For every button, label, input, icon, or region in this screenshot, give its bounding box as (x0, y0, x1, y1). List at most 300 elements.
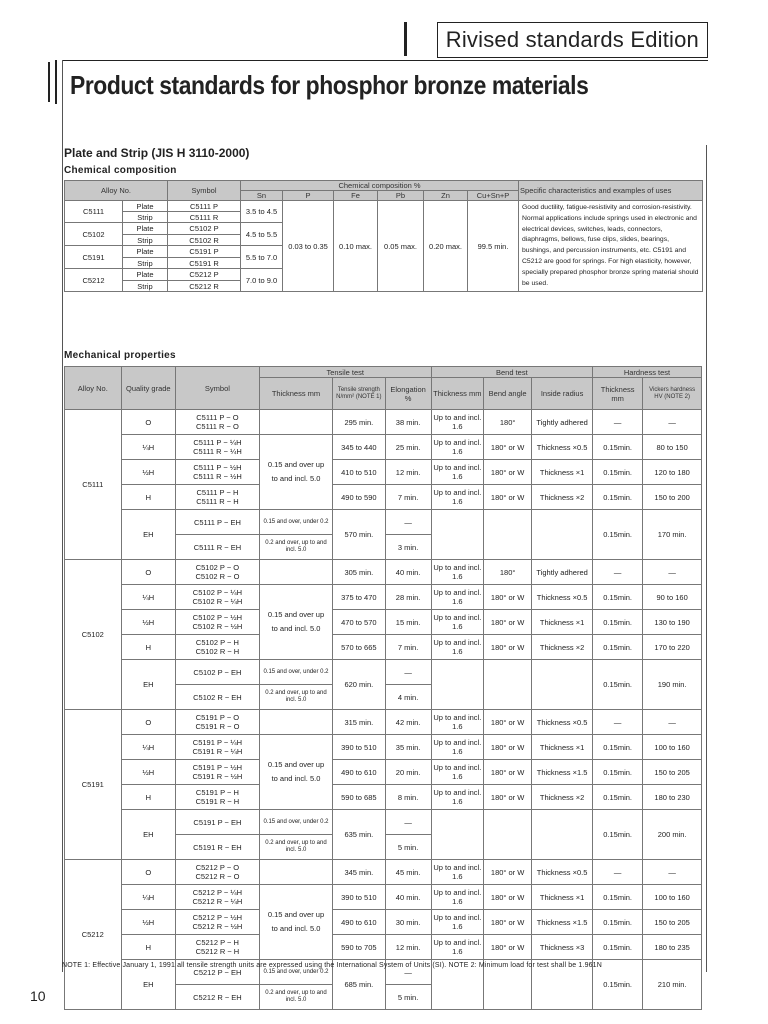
mech-row (65, 610, 702, 635)
mech-elongation: 12 min. (385, 935, 431, 960)
mech-hard-thickness: 0.15min. (592, 635, 642, 660)
mech-symbol (176, 935, 260, 960)
mech-inside-radius: Thickness ×2 (532, 785, 593, 810)
mech-row (65, 635, 702, 660)
mech-hard-thickness: 0.15min. (592, 610, 642, 635)
mech-header-thickness: Thickness mm (259, 378, 332, 410)
chem-uses: Good ductility, fatigue-resistivity and corrosion-resistivity. Normal applications include springs used in electronic and electrical devices, switches, leads, connectors, diaphragms, bellows, fuse clips, slides, bearings, bushings, and percussion instruments, etc. C5191 and C5212 are good for springs. For high elasticity, however, specially prepared phosphor bronze spring material should be used. (519, 201, 703, 292)
mech-symbol (176, 460, 260, 485)
mech-hard-thickness: — (592, 860, 642, 885)
chem-sn: 5.5 to 7.0 (241, 246, 283, 269)
mech-inside-radius: Thickness ×0.5 (532, 710, 593, 735)
mech-hard-thickness: 0.15min. (592, 935, 642, 960)
mech-bend-angle (484, 810, 532, 860)
mech-tensile-strength: 390 to 510 (333, 735, 385, 760)
mech-hard-thickness: 0.15min. (592, 960, 642, 1010)
mech-symbol-r: C5212 R − H (195, 947, 240, 956)
mech-symbol-p: C5102 P − H (195, 638, 239, 647)
mech-symbol-r: C5191 R − O (195, 722, 240, 731)
mech-quality: O (121, 560, 175, 585)
mech-symbol-p: C5191 P − H (195, 788, 239, 797)
mech-symbol: C5191 P − EH (176, 810, 260, 835)
mech-bend-thickness (431, 660, 483, 710)
mech-row (65, 485, 702, 510)
mech-bend-thickness: Up to and incl. 1.6 (431, 435, 483, 460)
mech-symbol-p: C5111 P − ½H (193, 463, 242, 472)
mech-bend-thickness: Up to and incl. 1.6 (431, 610, 483, 635)
mech-row (65, 785, 702, 810)
mech-vickers: 210 min. (643, 960, 702, 1010)
mech-bend-angle: 180° or W (484, 585, 532, 610)
chemical-composition-table (64, 180, 703, 292)
mech-elongation: — (385, 810, 431, 835)
mech-tensile-strength: 390 to 510 (333, 885, 385, 910)
mech-elongation: 3 min. (385, 535, 431, 560)
mech-quality: O (121, 410, 175, 435)
chem-symbol: C5111 P (168, 201, 241, 212)
mech-eh-thickness: 0.15 and over, under 0.2 (259, 810, 332, 835)
chem-symbol: C5212 P (168, 269, 241, 281)
chem-sn: 3.5 to 4.5 (241, 201, 283, 223)
mech-vickers: 100 to 160 (643, 885, 702, 910)
mech-elongation: 30 min. (385, 910, 431, 935)
mech-hard-thickness: 0.15min. (592, 735, 642, 760)
mech-hard-thickness: — (592, 560, 642, 585)
mech-tensile-strength: 570 min. (333, 510, 385, 560)
mech-bend-thickness (431, 510, 483, 560)
mech-quality: ½H (121, 760, 175, 785)
chem-row (65, 201, 703, 212)
mech-symbol-r: C5111 R − H (196, 497, 239, 506)
mech-elongation: — (385, 960, 431, 985)
mech-bend-angle: 180° (484, 560, 532, 585)
mech-hard-thickness: 0.15min. (592, 785, 642, 810)
mech-bend-thickness: Up to and incl. 1.6 (431, 635, 483, 660)
mech-header-tensile: Tensile test (259, 367, 431, 378)
mech-vickers: 150 to 205 (643, 760, 702, 785)
mech-header-inside-radius: Inside radius (532, 378, 593, 410)
mech-symbol-r: C5102 R − O (195, 572, 240, 581)
mech-blank-thickness (259, 710, 332, 735)
mech-row (65, 760, 702, 785)
mech-header-vickers: Vickers hardness HV (NOTE 2) (643, 378, 702, 410)
mech-bend-angle: 180° (484, 410, 532, 435)
mech-symbol-p: C5191 P − O (195, 713, 240, 722)
chem-symbol: C5191 P (168, 246, 241, 258)
mech-inside-radius: Thickness ×1 (532, 460, 593, 485)
mech-elongation: — (385, 510, 431, 535)
chem-alloy: C5191 (65, 246, 123, 269)
mech-tensile-strength: 685 min. (333, 960, 385, 1010)
mech-symbol-r: C5102 R − H (195, 647, 240, 656)
mech-bend-angle (484, 510, 532, 560)
mech-bend-angle: 180° or W (484, 485, 532, 510)
mech-tensile-strength: 490 to 590 (333, 485, 385, 510)
mech-elongation: 40 min. (385, 560, 431, 585)
mech-symbol (176, 485, 260, 510)
chem-symbol: C5191 R (168, 258, 241, 269)
mech-header-alloy: Alloy No. (65, 367, 122, 410)
mech-bend-thickness: Up to and incl. 1.6 (431, 885, 483, 910)
mech-title: Mechanical properties (64, 350, 176, 361)
mech-tensile-strength: 345 min. (333, 860, 385, 885)
mech-row (65, 860, 702, 885)
mech-symbol: C5102 P − EH (176, 660, 260, 685)
chem-p: 0.03 to 0.35 (283, 201, 334, 292)
page-number: 10 (30, 988, 46, 1004)
mech-hard-thickness: 0.15min. (592, 460, 642, 485)
mech-elongation: 40 min. (385, 885, 431, 910)
mech-quality: ½H (121, 610, 175, 635)
chem-alloy: C5212 (65, 269, 123, 292)
mech-vickers: 190 min. (643, 660, 702, 710)
mech-symbol (176, 910, 260, 935)
edition-bar (404, 22, 407, 56)
mech-elongation: 8 min. (385, 785, 431, 810)
mech-tensile-strength: 590 to 705 (333, 935, 385, 960)
mech-elongation: 5 min. (385, 985, 431, 1010)
mech-bend-thickness: Up to and incl. 1.6 (431, 735, 483, 760)
mech-symbol-p: C5212 P − ¼H (192, 888, 243, 897)
mech-symbol-p: C5102 P − ½H (192, 613, 243, 622)
mech-alloy: C5111 (65, 410, 122, 560)
chem-header-sn: Sn (241, 191, 283, 201)
mech-symbol-r: C5212 R − ½H (192, 922, 243, 931)
frame-left (62, 60, 63, 972)
mech-row-eh (65, 660, 702, 685)
mech-inside-radius: Thickness ×1.5 (532, 760, 593, 785)
mech-alloy: C5102 (65, 560, 122, 710)
chem-title: Chemical composition (64, 165, 177, 176)
mech-bend-thickness: Up to and incl. 1.6 (431, 935, 483, 960)
mech-symbol (176, 785, 260, 810)
mech-bend-angle: 180° or W (484, 710, 532, 735)
mech-tensile-strength: 590 to 685 (333, 785, 385, 810)
mech-symbol (176, 585, 260, 610)
mech-eh-thickness: 0.2 and over, up to and incl. 5.0 (259, 835, 332, 860)
chem-symbol: C5102 P (168, 223, 241, 235)
mech-symbol-p: C5111 P − ¼H (193, 438, 242, 447)
mech-symbol-p: C5212 P − O (195, 863, 240, 872)
mech-symbol-r: C5191 R − ¼H (192, 747, 243, 756)
mech-symbol (176, 560, 260, 585)
mech-header-bend: Bend test (431, 367, 592, 378)
mech-bend-thickness: Up to and incl. 1.6 (431, 860, 483, 885)
chem-form: Strip (123, 212, 168, 223)
mech-inside-radius: Tightly adhered (532, 410, 593, 435)
mech-thickness-range: 0.15 and over up to and incl. 5.0 (259, 585, 332, 660)
mech-bend-angle (484, 660, 532, 710)
mech-header-symbol: Symbol (176, 367, 260, 410)
mech-elongation: 45 min. (385, 860, 431, 885)
mech-inside-radius: Thickness ×1 (532, 610, 593, 635)
chem-form: Plate (123, 223, 168, 235)
mech-header-bend-angle: Bend angle (484, 378, 532, 410)
mech-hard-thickness: 0.15min. (592, 485, 642, 510)
page-title: Product standards for phosphor bronze materials (70, 70, 589, 100)
mech-bend-thickness: Up to and incl. 1.6 (431, 585, 483, 610)
mech-vickers: — (643, 560, 702, 585)
mech-bend-angle: 180° or W (484, 935, 532, 960)
mech-quality: H (121, 485, 175, 510)
mech-bend-angle: 180° or W (484, 460, 532, 485)
mech-inside-radius: Thickness ×1 (532, 735, 593, 760)
mech-vickers: — (643, 710, 702, 735)
mech-elongation: 7 min. (385, 485, 431, 510)
mech-elongation: 38 min. (385, 410, 431, 435)
chem-zn: 0.20 max. (424, 201, 468, 292)
mech-elongation: 5 min. (385, 835, 431, 860)
chem-header-symbol: Symbol (168, 181, 241, 201)
mech-symbol: C5212 P − EH (176, 960, 260, 985)
mech-hard-thickness: 0.15min. (592, 660, 642, 710)
mech-symbol (176, 410, 260, 435)
mech-tensile-strength: 470 to 570 (333, 610, 385, 635)
mech-thickness-range: 0.15 and over up to and incl. 5.0 (259, 885, 332, 960)
mech-hard-thickness: 0.15min. (592, 910, 642, 935)
mech-quality: ¼H (121, 435, 175, 460)
chem-sum: 99.5 min. (468, 201, 519, 292)
mech-blank-thickness (259, 410, 332, 435)
mech-eh-thickness: 0.2 and over, up to and incl. 5.0 (259, 535, 332, 560)
mech-header-bend-thickness: Thickness mm (431, 378, 483, 410)
mech-thickness-range: 0.15 and over up to and incl. 5.0 (259, 735, 332, 810)
title-bar-2 (55, 60, 57, 104)
mech-inside-radius: Thickness ×1 (532, 885, 593, 910)
edition-label: Rivised standards Edition (437, 22, 708, 58)
mech-tensile-strength: 315 min. (333, 710, 385, 735)
mech-hard-thickness: 0.15min. (592, 885, 642, 910)
mech-row (65, 585, 702, 610)
chem-header-sum: Cu+Sn+P (468, 191, 519, 201)
mech-elongation: 12 min. (385, 460, 431, 485)
mech-hard-thickness: 0.15min. (592, 760, 642, 785)
mech-elongation: 4 min. (385, 685, 431, 710)
mech-symbol (176, 885, 260, 910)
mech-bend-thickness: Up to and incl. 1.6 (431, 485, 483, 510)
mech-inside-radius: Thickness ×0.5 (532, 585, 593, 610)
mech-tensile-strength: 345 to 440 (333, 435, 385, 460)
mech-vickers: — (643, 860, 702, 885)
mech-row (65, 560, 702, 585)
mech-inside-radius: Thickness ×1.5 (532, 910, 593, 935)
chem-form: Strip (123, 235, 168, 246)
mech-symbol-p: C5102 P − O (195, 563, 240, 572)
mech-row (65, 435, 702, 460)
mech-vickers: 180 to 235 (643, 935, 702, 960)
mech-alloy: C5191 (65, 710, 122, 860)
chem-form: Strip (123, 281, 168, 292)
mech-symbol-r: C5111 R − ½H (193, 472, 242, 481)
mech-row-eh (65, 510, 702, 535)
section-title: Plate and Strip (JIS H 3110-2000) (64, 146, 250, 160)
chem-header-pb: Pb (378, 191, 424, 201)
mechanical-properties-table (64, 366, 702, 1010)
mech-eh-thickness: 0.2 and over, up to and incl. 5.0 (259, 985, 332, 1010)
mech-bend-angle: 180° or W (484, 760, 532, 785)
mech-symbol (176, 435, 260, 460)
mech-tensile-strength: 490 to 610 (333, 760, 385, 785)
mech-vickers: 80 to 150 (643, 435, 702, 460)
chem-form: Strip (123, 258, 168, 269)
mech-thickness-range: 0.15 and over up to and incl. 5.0 (259, 435, 332, 510)
mech-tensile-strength: 295 min. (333, 410, 385, 435)
mech-row (65, 910, 702, 935)
mech-row (65, 410, 702, 435)
mech-header-hardness: Hardness test (592, 367, 701, 378)
mech-quality: H (121, 635, 175, 660)
mech-symbol-p: C5191 P − ½H (192, 763, 243, 772)
title-bar-1 (48, 62, 50, 102)
mech-blank-thickness (259, 560, 332, 585)
chem-symbol: C5212 R (168, 281, 241, 292)
mech-vickers: 90 to 160 (643, 585, 702, 610)
mech-vickers: 100 to 160 (643, 735, 702, 760)
mech-hard-thickness: 0.15min. (592, 810, 642, 860)
mech-symbol-r: C5111 R − O (195, 422, 239, 431)
mech-bend-angle: 180° or W (484, 610, 532, 635)
mech-tensile-strength: 410 to 510 (333, 460, 385, 485)
mech-elongation: 35 min. (385, 735, 431, 760)
mech-inside-radius: Thickness ×3 (532, 935, 593, 960)
mech-vickers: 150 to 205 (643, 910, 702, 935)
mech-hard-thickness: 0.15min. (592, 585, 642, 610)
chem-header-alloy: Alloy No. (65, 181, 168, 201)
mech-quality: ¼H (121, 585, 175, 610)
mech-symbol-r: C5102 R − ½H (192, 622, 243, 631)
mech-elongation: 25 min. (385, 435, 431, 460)
mech-vickers: 130 to 190 (643, 610, 702, 635)
mech-symbol (176, 635, 260, 660)
mech-blank-thickness (259, 860, 332, 885)
mech-bend-angle: 180° or W (484, 860, 532, 885)
chem-alloy: C5111 (65, 201, 123, 223)
mech-eh-thickness: 0.15 and over, under 0.2 (259, 510, 332, 535)
mech-eh-thickness: 0.15 and over, under 0.2 (259, 660, 332, 685)
mech-row (65, 460, 702, 485)
title-rule (62, 60, 708, 61)
mech-tensile-strength: 570 to 665 (333, 635, 385, 660)
mech-hard-thickness: — (592, 410, 642, 435)
mech-inside-radius: Tightly adhered (532, 560, 593, 585)
mech-alloy: C5212 (65, 860, 122, 1010)
mech-inside-radius (532, 660, 593, 710)
mech-symbol-r: C5102 R − ¼H (192, 597, 243, 606)
chem-sn: 7.0 to 9.0 (241, 269, 283, 292)
chem-header-fe: Fe (334, 191, 378, 201)
mech-hard-thickness: 0.15min. (592, 435, 642, 460)
chem-header-uses: Specific characteristics and examples of uses (519, 181, 703, 201)
mech-bend-thickness (431, 810, 483, 860)
mech-symbol-r: C5191 R − H (195, 797, 240, 806)
mech-bend-thickness: Up to and incl. 1.6 (431, 710, 483, 735)
mech-eh-thickness: 0.2 and over, up to and incl. 5.0 (259, 685, 332, 710)
mech-symbol-p: C5212 P − ½H (192, 913, 243, 922)
mech-row (65, 885, 702, 910)
mech-bend-thickness: Up to and incl. 1.6 (431, 560, 483, 585)
mech-eh-thickness: 0.15 and over, under 0.2 (259, 960, 332, 985)
mech-symbol: C5102 R − EH (176, 685, 260, 710)
mech-symbol-p: C5212 P − H (195, 938, 239, 947)
mech-row (65, 935, 702, 960)
mech-vickers: — (643, 410, 702, 435)
mech-inside-radius (532, 510, 593, 560)
chem-alloy: C5102 (65, 223, 123, 246)
mech-quality: ¼H (121, 885, 175, 910)
mech-row (65, 710, 702, 735)
mech-row (65, 735, 702, 760)
mech-bend-angle: 180° or W (484, 910, 532, 935)
mech-bend-angle: 180° or W (484, 435, 532, 460)
chem-symbol: C5111 R (168, 212, 241, 223)
mech-symbol: C5111 R − EH (176, 535, 260, 560)
footnote: NOTE 1: Effective January 1, 1991 all tensile strength units are expressed using the International System of Units (SI). NOTE 2: Minimum load for test shall be 1.961N (62, 962, 602, 969)
mech-elongation: 20 min. (385, 760, 431, 785)
mech-elongation: 15 min. (385, 610, 431, 635)
mech-bend-angle: 180° or W (484, 635, 532, 660)
mech-hard-thickness: 0.15min. (592, 510, 642, 560)
mech-inside-radius (532, 810, 593, 860)
mech-elongation: 42 min. (385, 710, 431, 735)
mech-inside-radius: Thickness ×2 (532, 485, 593, 510)
mech-header-elongation: Elongation % (385, 378, 431, 410)
mech-quality: EH (121, 660, 175, 710)
chem-header-composition: Chemical composition % (241, 181, 519, 191)
chem-fe: 0.10 max. (334, 201, 378, 292)
mech-bend-thickness: Up to and incl. 1.6 (431, 410, 483, 435)
mech-vickers: 180 to 230 (643, 785, 702, 810)
mech-header-strength: Tensile strength N/mm² (NOTE 1) (333, 378, 385, 410)
mech-tensile-strength: 305 min. (333, 560, 385, 585)
mech-symbol (176, 610, 260, 635)
mech-quality: O (121, 710, 175, 735)
mech-quality: ¼H (121, 735, 175, 760)
mech-vickers: 170 to 220 (643, 635, 702, 660)
mech-elongation: — (385, 660, 431, 685)
mech-vickers: 170 min. (643, 510, 702, 560)
mech-symbol-p: C5111 P − O (196, 413, 239, 422)
mech-symbol: C5191 R − EH (176, 835, 260, 860)
mech-tensile-strength: 620 min. (333, 660, 385, 710)
chem-symbol: C5102 R (168, 235, 241, 246)
mech-bend-thickness: Up to and incl. 1.6 (431, 760, 483, 785)
mech-tensile-strength: 635 min. (333, 810, 385, 860)
chem-form: Plate (123, 201, 168, 212)
mech-quality: H (121, 785, 175, 810)
mech-inside-radius: Thickness ×0.5 (532, 860, 593, 885)
mech-vickers: 150 to 200 (643, 485, 702, 510)
chem-pb: 0.05 max. (378, 201, 424, 292)
mech-symbol (176, 710, 260, 735)
chem-sn: 4.5 to 5.5 (241, 223, 283, 246)
mech-bend-angle: 180° or W (484, 785, 532, 810)
mech-vickers: 120 to 180 (643, 460, 702, 485)
chem-form: Plate (123, 269, 168, 281)
mech-quality: EH (121, 810, 175, 860)
mech-quality: EH (121, 960, 175, 1010)
mech-symbol-p: C5111 P − H (196, 488, 239, 497)
mech-tensile-strength: 375 to 470 (333, 585, 385, 610)
mech-symbol: C5212 R − EH (176, 985, 260, 1010)
mech-elongation: 28 min. (385, 585, 431, 610)
mech-elongation: 7 min. (385, 635, 431, 660)
mech-inside-radius: Thickness ×2 (532, 635, 593, 660)
mech-row-eh (65, 810, 702, 835)
mech-symbol-p: C5102 P − ¼H (192, 588, 243, 597)
mech-quality: O (121, 860, 175, 885)
mech-bend-thickness: Up to and incl. 1.6 (431, 460, 483, 485)
mech-tensile-strength: 490 to 610 (333, 910, 385, 935)
